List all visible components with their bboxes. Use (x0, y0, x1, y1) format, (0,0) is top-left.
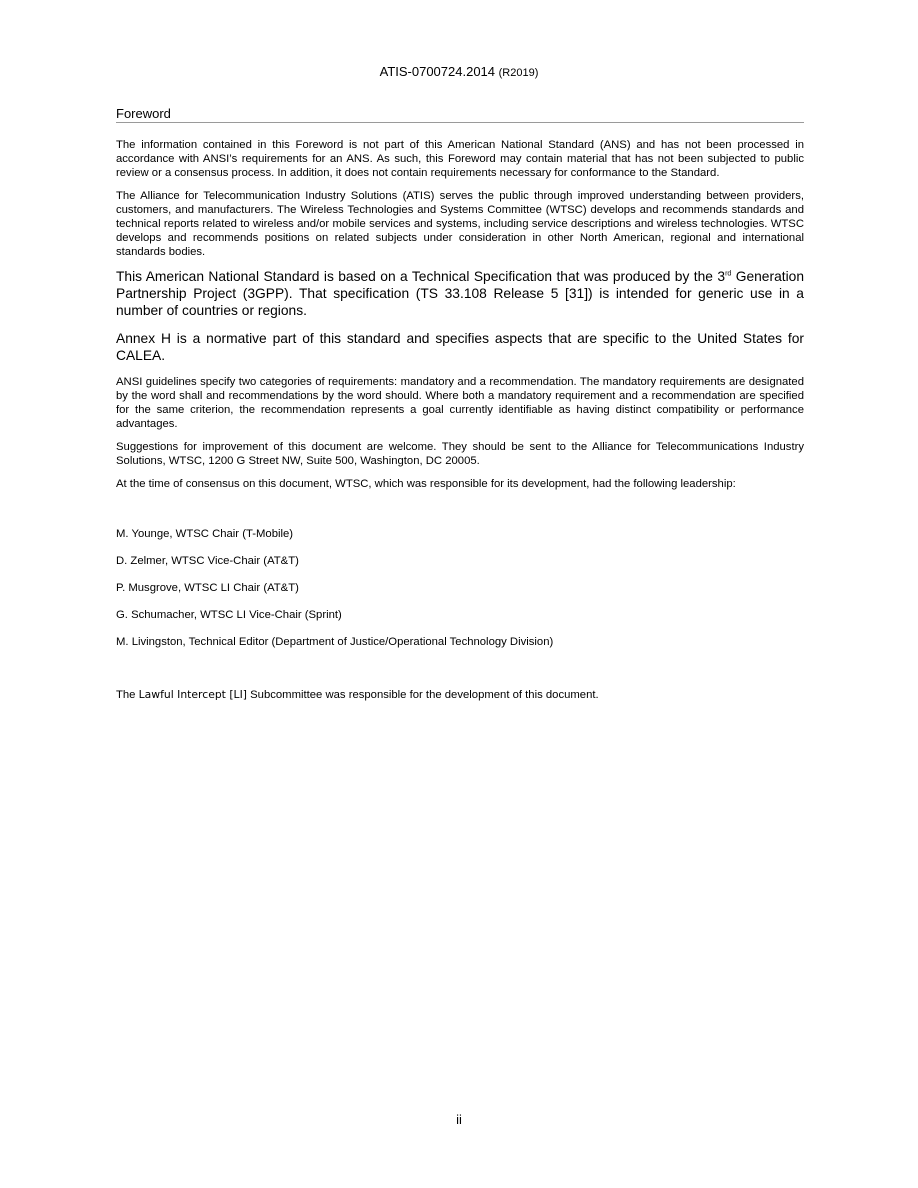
document-id: ATIS-0700724.2014 (379, 64, 496, 79)
page-number: ii (456, 1112, 462, 1127)
foreword-content (116, 106, 804, 702)
closing-statement (116, 688, 804, 702)
closing-suffix: Subcommittee was responsible for the development of this document. (246, 689, 599, 701)
subcommittee-name: Lawful Intercept [LI] (138, 688, 247, 701)
foreword-paragraph-3gpp (116, 268, 804, 319)
foreword-paragraph-atis: The Alliance for Telecommunication Industry Solutions (ATIS) serves the public through improved understanding between providers, customers, and manufacturers. The Wireless Technologies and Systems Committee (WTSC) develops and recommends standards and technical reports related to wireless and/or mobile services and systems, including service descriptions and wireless technologies. WTSC develops and recommends positions on related subjects under consideration in other North American, regional and international standards bodies. (116, 190, 804, 258)
closing-prefix: The (116, 689, 139, 701)
page-header (0, 64, 918, 79)
superscript: rd (725, 270, 732, 278)
leadership-item: D. Zelmer, WTSC Vice-Chair (AT&T) (116, 555, 299, 567)
section-title: Foreword (116, 106, 804, 123)
leadership-item: G. Schumacher, WTSC LI Vice-Chair (Sprint) (116, 609, 342, 621)
revision-label: (R2019) (498, 67, 539, 79)
leadership-list (116, 527, 804, 649)
foreword-paragraph-leadership-intro: At the time of consensus on this document, WTSC, which was responsible for its development, had the following leadership: (116, 478, 736, 490)
foreword-paragraph-annex-h: Annex H is a normative part of this standard and specifies aspects that are specific to the United States for CALEA. (116, 331, 804, 363)
leadership-item: M. Livingston, Technical Editor (Department of Justice/Operational Technology Division) (116, 636, 554, 648)
leadership-item: M. Younge, WTSC Chair (T-Mobile) (116, 528, 294, 540)
foreword-paragraph-disclaimer: The information contained in this Foreword is not part of this American National Standard (ANS) and has not been processed in accordance with ANSI’s requirements for an ANS. As such, this Foreword may contain material that has not been subjected to public review or a consensus process. In addition, it does not contain requirements necessary for conformance to the Standard. (116, 139, 804, 179)
paragraph-text: This American National Standard is based on a Technical Specification that was produced by the 3 (116, 269, 726, 284)
foreword-paragraph-suggestions: Suggestions for improvement of this document are welcome. They should be sent to the Alliance for Telecommunications Industry Solutions, WTSC, 1200 G Street NW, Suite 500, Washington, DC 20005. (116, 441, 804, 467)
paragraph-text: Generation Partnership Project (3GPP). That specification (TS 33.108 Release 5 [31]) is intended for generic use in a number of countries or regions. (116, 269, 804, 318)
leadership-item: P. Musgrove, WTSC LI Chair (AT&T) (116, 582, 299, 594)
foreword-paragraph-ansi-guidelines: ANSI guidelines specify two categories of requirements: mandatory and a recommendation. The mandatory requirements are designated by the word shall and recommendations by the word should. Where both a mandatory requirement and a recommendation are specified for the same criterion, the recommendation represents a goal currently identifiable as having distinct compatibility or performance advantages. (116, 376, 804, 430)
